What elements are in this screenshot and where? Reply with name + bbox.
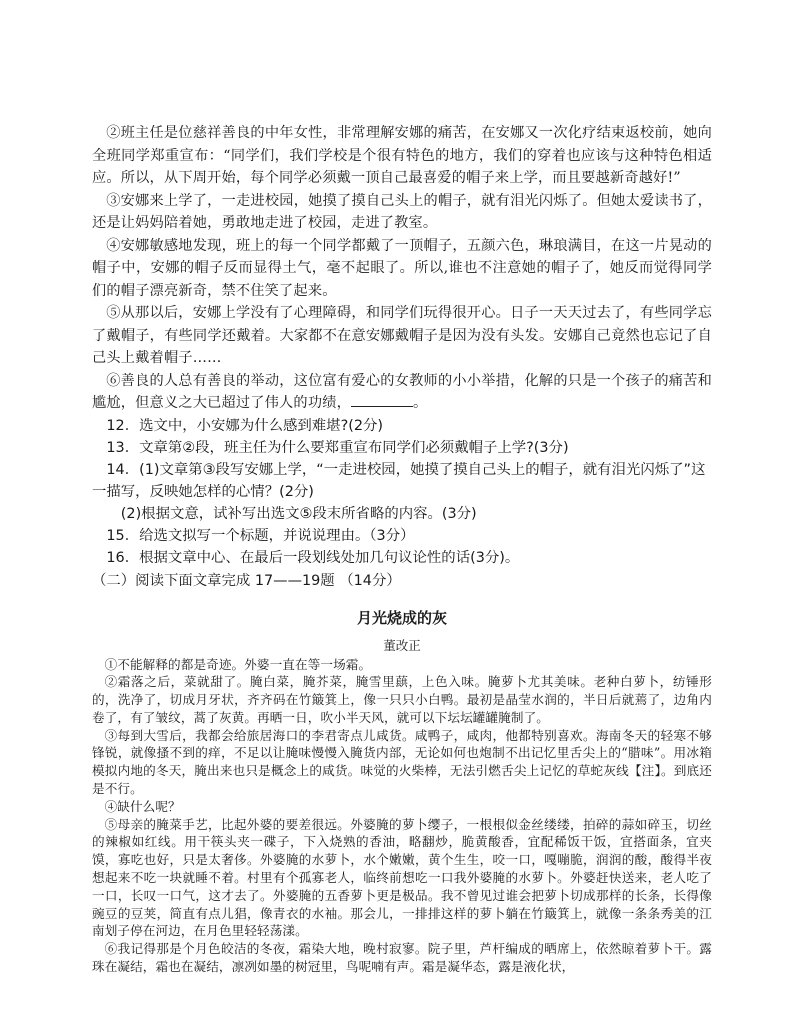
article-paragraph-1: ①不能解释的都是奇迹。外婆一直在等一场霜。 bbox=[104, 656, 372, 672]
article-author: 董改正 bbox=[383, 637, 421, 653]
passage-paragraph-6 bbox=[92, 370, 712, 415]
article-paragraph-5: ⑤母亲的腌菜手艺，比起外婆的要差很远。外婆腌的萝卜缨子，一根根似金丝缕缕，拍碎的蒜如碎玉，切丝的辣椒如红线。用干筷头夹一碟子，下入烧熟的香油，略翻炒，脆黄酸香，宜配稀饭干饭，宜搭面条，宜夹馍，寡吃也好，只是太奢侈。外婆腌的水萝卜，水个嫩嫩，黄个生生，咬一口，嘎嘣脆，润润的酸，酸得半夜想起来不吃一块就睡不着。村里有个孤寡老人，临终前想吃一口我外婆腌的水萝卜。外婆赶快送来，老人吃了一口，长叹一口气，这才去了。外婆腌的五香萝卜更是极品。我不曾见过谁会把萝卜切成那样的长条，长得像豌豆的豆荚，简直有点儿猖，像青衣的水袖。那会儿，一排排这样的萝卜躺在竹簸箕上，就像一条条秀美的江南划子停在河边，在月色里轻轻荡漾。 bbox=[92, 816, 712, 939]
article-paragraph-3: ③每到大雪后，我都会给旅居海口的李君寄点儿咸货。咸鸭子，咸肉，他都特别喜欢。海南冬天的轻寒不够锋锐，就像搔不到的痒，不足以让腌味慢慢入腌货内部，无论如何也炮制不出记忆里舌尖上的“腊味”。用冰箱模拟内地的冬天，腌出来也只是概念上的咸货。味觉的火柴棒，无法引燃舌尖上记忆的草蛇灰线【注】。到底还是不行。 bbox=[92, 727, 712, 797]
passage-paragraph-5: ⑤从那以后，安娜上学没有了心理障碍，和同学们玩得很开心。日子一天天过去了，有些同学忘了戴帽子，有些同学还戴着。大家都不在意安娜戴帽子是因为没有头发。安娜自己竟然也忘记了自己头上戴着帽子…… bbox=[92, 305, 712, 366]
passage-paragraph-4: ④安娜敏感地发现，班上的每一个同学都戴了一顶帽子，五颜六色，琳琅满目，在这一片晃动的帽子中，安娜的帽子反而显得土气，毫不起眼了。所以,谁也不注意她的帽子了，她反而觉得同学们的帽子漂亮新奇，禁不住笑了起来。 bbox=[92, 237, 712, 299]
exam-page bbox=[92, 122, 712, 976]
question-12: 12．选文中，小安娜为什么感到难堪?(2分) bbox=[106, 417, 383, 434]
article-title: 月光烧成的灰 bbox=[356, 608, 447, 627]
question-13: 13．文章第②段，班主任为什么要郑重宣布同学们必须戴帽子上学?(3分) bbox=[106, 439, 569, 456]
question-14-part-1: 14．(1)文章第③段写安娜上学，“一走进校园，她摸了摸自己头上的帽子，就有泪光闪烁了”这一描写，反映她怎样的心情？(2分) bbox=[92, 461, 706, 500]
paragraph-6-text: ⑥善良的人总有善良的举动，这位富有爱心的女教师的小小举措，化解的只是一个孩子的痛苦和尴尬，但意义之大已超过了伟人的功绩， bbox=[92, 372, 712, 411]
paragraph-6-end: 。 bbox=[412, 395, 428, 411]
article-paragraph-6: ⑥我记得那是个月色皎洁的冬夜，霜染大地，晚村寂寥。院子里，芦杆编成的晒席上，依然晾着萝卜干。露珠在凝结，霜也在凝结，凛冽如墨的树冠里，鸟呢喃有声。霜是凝华态，露是液化状， bbox=[92, 941, 712, 975]
section-2-heading: （二）阅读下面文章完成 17——19题 （14分） bbox=[92, 572, 401, 589]
article-paragraph-4: ④缺什么呢？ bbox=[104, 798, 181, 814]
passage-paragraph-3: ③安娜来上学了，一走进校园，她摸了摸自己头上的帽子，就有泪光闪烁了。但她太爱读书了，还是让妈妈陪着她，勇敢地走进了校园，走进了教室。 bbox=[92, 192, 712, 231]
question-15: 15．给选文拟写一个标题，并说说理由。（3分） bbox=[106, 527, 415, 544]
passage-paragraph-2: ②班主任是位慈祥善良的中年女性，非常理解安娜的痛苦，在安娜又一次化疗结束返校前，她向全班同学郑重宣布：“同学们，我们学校是个很有特色的地方，我们的穿着也应该与这种特色相适应。所以，从下周开始，每个同学必须戴一顶自己最喜爱的帽子来上学，而且要越新奇越好!” bbox=[92, 125, 712, 186]
answer-blank[interactable] bbox=[351, 392, 413, 407]
question-14-part-2: (2)根据文意，试补写出选文⑤段末所省略的内容。(3分) bbox=[120, 505, 477, 522]
question-16: 16．根据文章中心、在最后一段划线处加几句议论性的话(3分)。 bbox=[106, 549, 520, 566]
article-paragraph-2: ②霜落之后，菜就甜了。腌白菜，腌芥菜，腌雪里蕻，上色入味。腌萝卜尤其美味。老种白萝卜，纺锤形的，洗净了，切成月牙状，齐齐码在竹簸箕上，像一只只小白鸭。最初是晶莹水润的，半日后就蔫了，边角内卷了，有了皱纹，蒿了灰黄。再晒一日，吹小半天风，就可以下坛坛罐罐腌制了。 bbox=[92, 674, 712, 725]
